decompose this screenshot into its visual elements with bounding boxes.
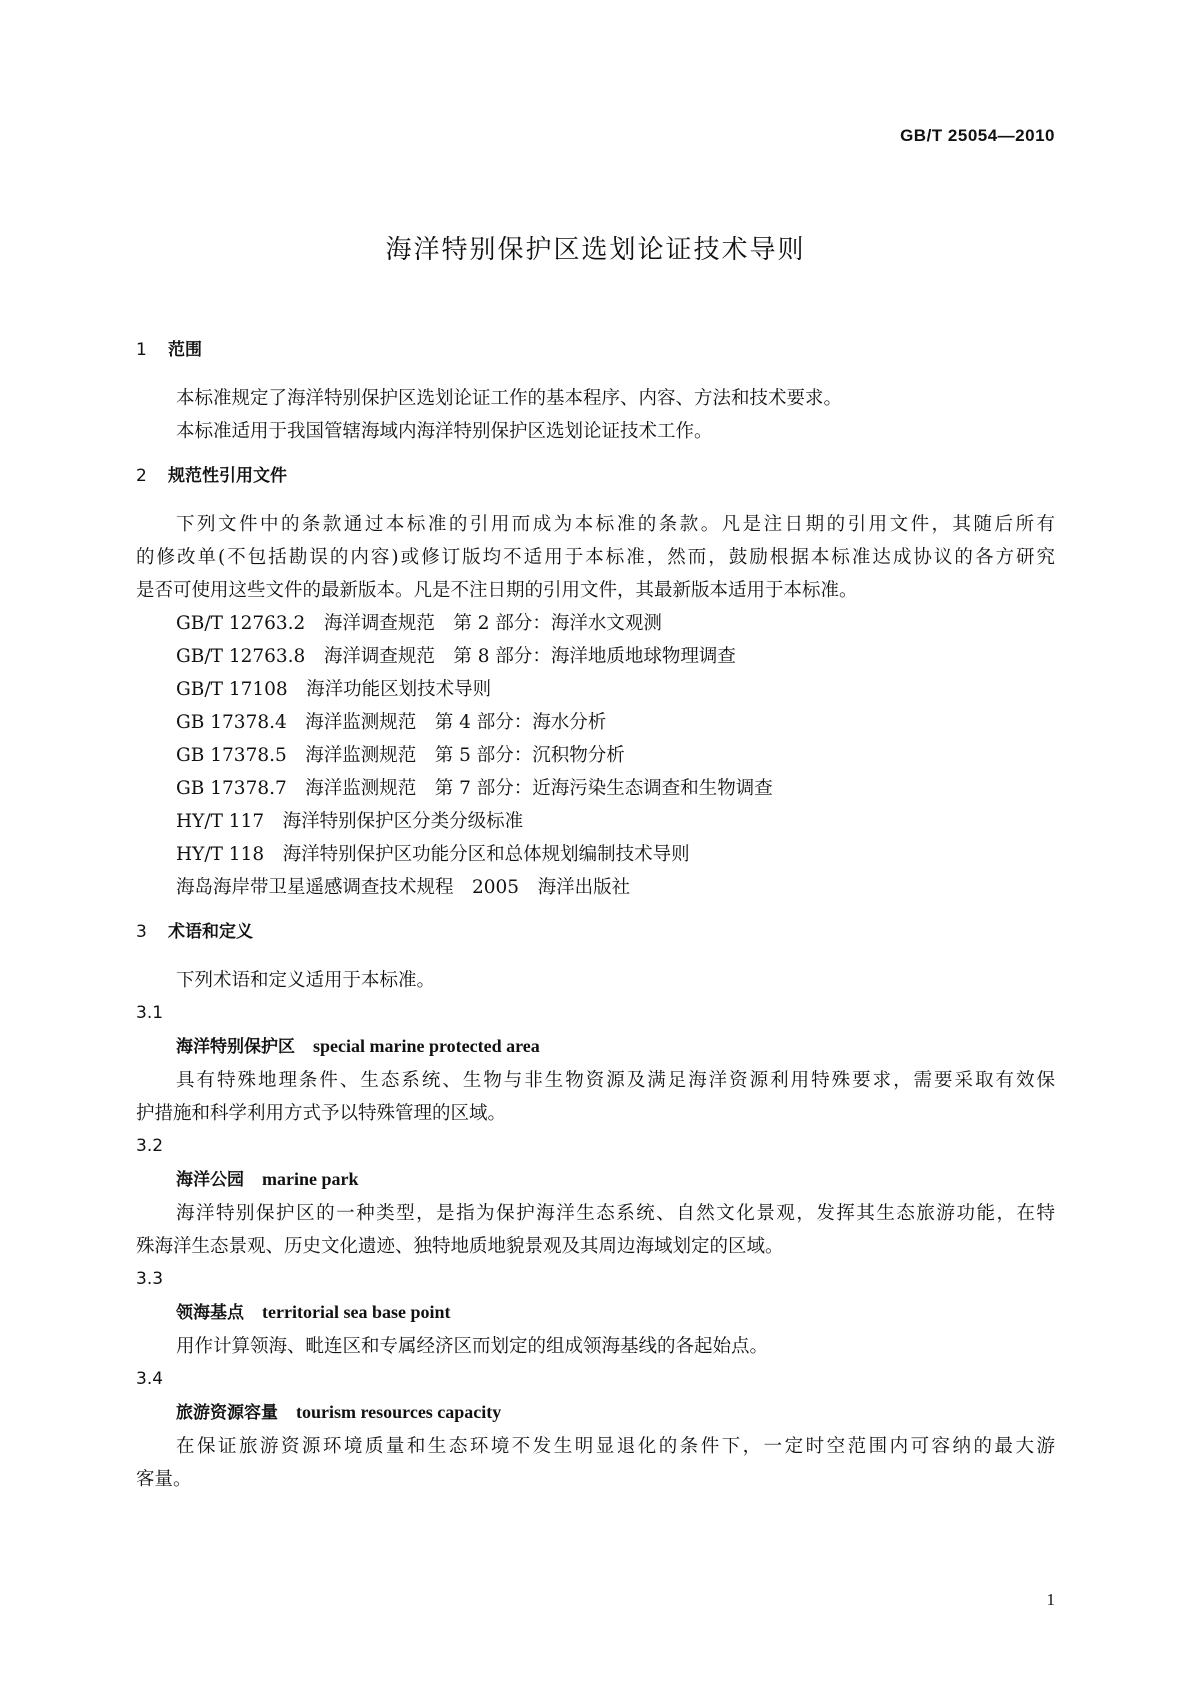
page-number: 1	[1046, 1590, 1055, 1609]
term-number: 3.3	[136, 1269, 164, 1289]
section-heading-scope	[136, 336, 1055, 364]
reference-item: HY/T 118 海洋特别保护区功能分区和总体规划编制技术导则	[176, 844, 690, 865]
term-definition-line: 殊海洋生态景观、历史文化遗迹、独特地质地貌景观及其周边海域划定的区域。	[136, 1236, 784, 1257]
term-number: 3.1	[136, 1003, 164, 1023]
paragraph-line: 下列文件中的条款通过本标准的引用而成为本标准的条款。凡是注日期的引用文件，其随后所有	[176, 514, 1055, 535]
reference-item: GB/T 12763.2 海洋调查规范 第 2 部分：海洋水文观测	[176, 613, 662, 634]
term-name-cn: 旅游资源容量	[176, 1403, 278, 1423]
term-name	[136, 1163, 1055, 1197]
document-title: 海洋特别保护区选划论证技术导则	[385, 235, 806, 265]
term-name-cn: 海洋公园	[176, 1170, 244, 1190]
term-name-cn: 领海基点	[176, 1303, 244, 1323]
standard-code: GB/T 25054—2010	[900, 126, 1055, 145]
document-body	[136, 336, 1055, 1496]
reference-item: 海岛海岸带卫星遥感调查技术规程 2005 海洋出版社	[176, 877, 631, 898]
section-heading-normative-references	[136, 462, 1055, 490]
term-name	[136, 1396, 1055, 1430]
term-name-en: territorial sea base point	[262, 1302, 451, 1322]
reference-item: GB 17378.4 海洋监测规范 第 4 部分：海水分析	[176, 712, 607, 733]
term-definition-line: 在保证旅游资源环境质量和生态环境不发生明显退化的条件下，一定时空范围内可容纳的最大游	[176, 1436, 1055, 1457]
term-definition-line: 用作计算领海、毗连区和专属经济区而划定的组成领海基线的各起始点。	[176, 1336, 769, 1357]
reference-item: HY/T 117 海洋特别保护区分类分级标准	[176, 811, 524, 832]
term-number: 3.4	[136, 1369, 164, 1389]
term-definition-line: 具有特殊地理条件、生态系统、生物与非生物资源及满足海洋资源利用特殊要求，需要采取有效保	[176, 1070, 1055, 1091]
reference-item: GB/T 17108 海洋功能区划技术导则	[176, 679, 492, 700]
term-definition-line: 海洋特别保护区的一种类型，是指为保护海洋生态系统、自然文化景观，发挥其生态旅游功能，在特	[176, 1203, 1055, 1224]
term-name-en: tourism resources capacity	[296, 1402, 502, 1422]
term-name-en: special marine protected area	[313, 1036, 540, 1056]
section-title: 范围	[168, 340, 202, 360]
section-number: 3	[136, 922, 147, 942]
paragraph-line: 的修改单(不包括勘误的内容)或修订版均不适用于本标准，然而，鼓励根据本标准达成协议的各方研究	[136, 547, 1055, 568]
term-definition-line: 护措施和科学利用方式予以特殊管理的区域。	[136, 1103, 507, 1124]
paragraph: 本标准规定了海洋特别保护区选划论证工作的基本程序、内容、方法和技术要求。	[176, 388, 843, 409]
term-name-en: marine park	[262, 1169, 359, 1189]
paragraph: 本标准适用于我国管辖海域内海洋特别保护区选划论证技术工作。	[176, 421, 713, 442]
reference-item: GB/T 12763.8 海洋调查规范 第 8 部分：海洋地质地球物理调查	[176, 646, 736, 667]
reference-list	[136, 607, 1055, 904]
paragraph: 下列术语和定义适用于本标准。	[176, 970, 436, 991]
term-name-cn: 海洋特别保护区	[176, 1037, 295, 1057]
section-title: 规范性引用文件	[168, 466, 287, 486]
section-title: 术语和定义	[168, 922, 253, 942]
reference-item: GB 17378.5 海洋监测规范 第 5 部分：沉积物分析	[176, 745, 625, 766]
term-definition-line: 客量。	[136, 1469, 192, 1490]
term-number: 3.2	[136, 1136, 164, 1156]
section-number: 2	[136, 466, 147, 486]
term-name	[136, 1296, 1055, 1330]
section-heading-terms-definitions	[136, 918, 1055, 946]
paragraph-line: 是否可使用这些文件的最新版本。凡是不注日期的引用文件，其最新版本适用于本标准。	[136, 580, 858, 601]
term-name	[136, 1030, 1055, 1064]
reference-item: GB 17378.7 海洋监测规范 第 7 部分：近海污染生态调查和生物调查	[176, 778, 773, 799]
section-number: 1	[136, 340, 147, 360]
